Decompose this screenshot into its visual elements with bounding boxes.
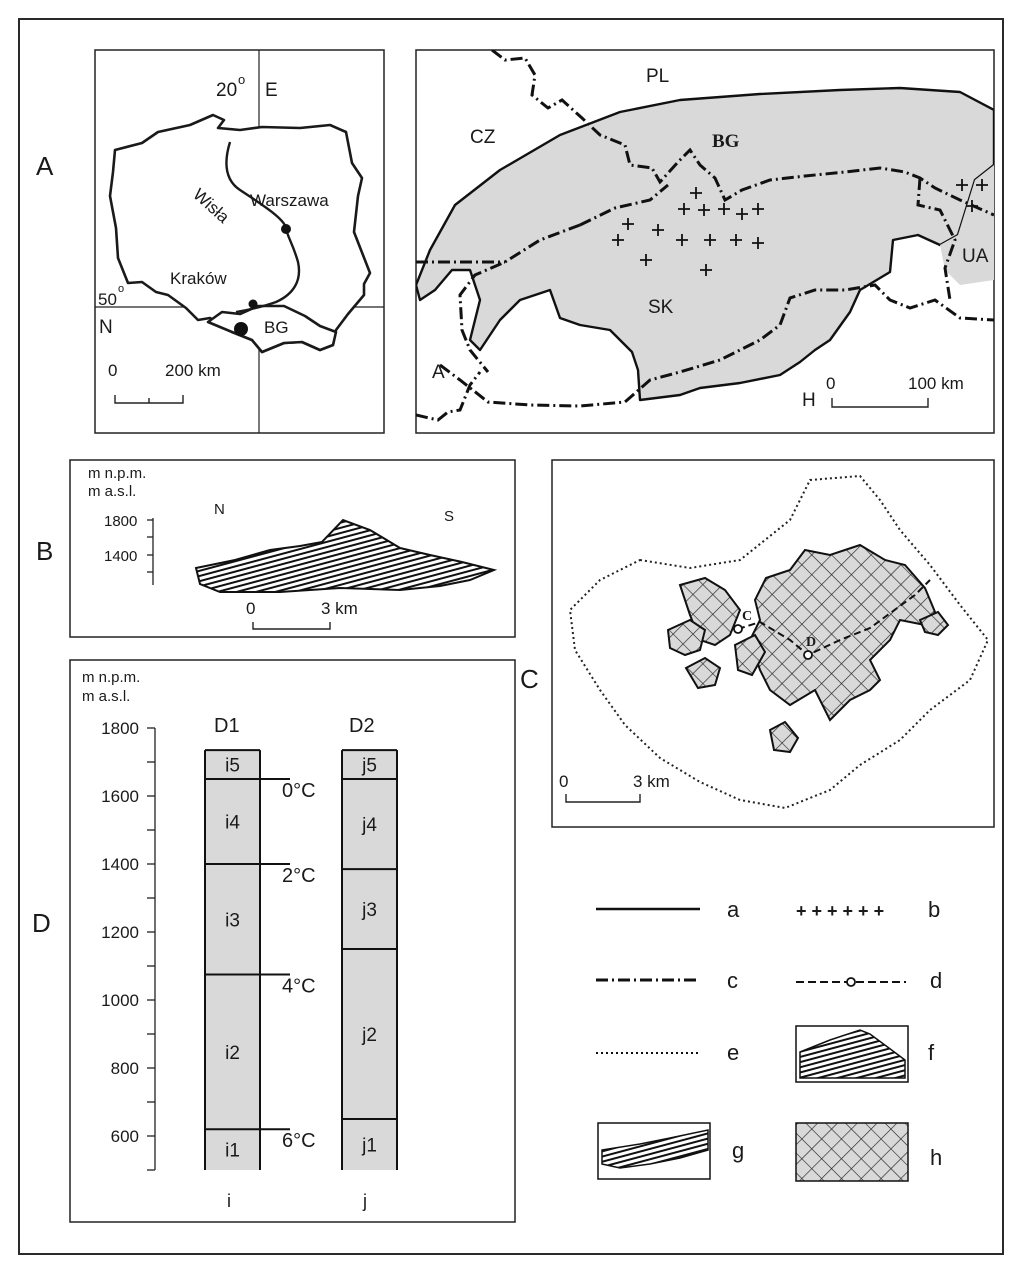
legend-f-symbol (796, 1026, 908, 1082)
d1-zone-label: i4 (225, 812, 240, 834)
legend-g-symbol (598, 1123, 710, 1179)
legend-g-label: g (732, 1138, 745, 1163)
country-a-label: A (432, 362, 445, 383)
bg-label: BG (264, 318, 289, 337)
legend-d-label: d (930, 968, 943, 993)
d2-zone-label: j1 (362, 1135, 377, 1157)
legend-e-label: e (727, 1040, 740, 1065)
city-krakow-label: Kraków (170, 269, 227, 288)
warszawa-dot (281, 224, 291, 234)
d2-zone-label: j5 (362, 755, 377, 777)
scale-a1-start: 0 (108, 361, 118, 380)
legend-h-symbol (796, 1123, 908, 1181)
d1-zone-label: i5 (225, 755, 240, 777)
isotherm-label: 6°C (282, 1130, 316, 1153)
d1-zone-label: i3 (225, 910, 240, 932)
scale-c-end: 3 km (633, 772, 670, 791)
scale-c-start: 0 (559, 772, 569, 791)
isotherm-label: 0°C (282, 780, 316, 802)
country-sk-label: SK (648, 297, 674, 318)
country-ua-label: UA (962, 246, 989, 267)
profile-dir-n: N (214, 501, 225, 518)
y-tick-label: 1000 (101, 991, 139, 1010)
country-cz-label: CZ (470, 127, 496, 148)
y-tick-label: 800 (110, 1059, 139, 1078)
legend-d-symbol (796, 978, 906, 986)
d2-zone-label: j4 (362, 815, 377, 837)
profile-axis-title-1: m n.p.m. (88, 465, 147, 482)
y-tick-label: 1600 (101, 787, 139, 806)
d2-zone-label: j2 (362, 1025, 377, 1046)
panel-letter-d: D (32, 908, 51, 938)
legend-a-label: a (727, 897, 740, 922)
parallel-label: 50 (98, 290, 117, 309)
river-label: Wisła (189, 184, 233, 227)
legend-c-label: c (727, 968, 738, 993)
point-c-marker (734, 625, 742, 633)
legend-f-label: f (928, 1040, 935, 1065)
column-2-title: D2 (349, 715, 375, 737)
column-1-foot: i (227, 1191, 231, 1211)
panel-a-poland-map (95, 50, 384, 433)
legend (596, 897, 942, 1181)
meridian-degree: o (238, 72, 246, 87)
country-pl-label: PL (646, 66, 670, 87)
d1-zone-label: i1 (225, 1140, 240, 1162)
panel-letter-b: B (36, 536, 54, 566)
panel-a-region-map (416, 50, 994, 433)
east-label: E (265, 80, 278, 101)
y-tick-label: 600 (110, 1127, 139, 1146)
d1-zone-label: i2 (225, 1042, 240, 1064)
parallel-degree: o (118, 283, 125, 295)
scale-b-start: 0 (246, 599, 256, 618)
north-label: N (99, 317, 113, 338)
panel-letter-a: A (36, 151, 54, 181)
city-warszawa-label: Warszawa (250, 191, 329, 210)
legend-h-label: h (930, 1145, 943, 1170)
isotherm-label: 2°C (282, 865, 316, 887)
profile-tick-1800: 1800 (104, 513, 138, 530)
panel-d-columns (70, 660, 515, 1222)
d2-zone-label: j3 (362, 900, 377, 922)
columns-axis-title-1: m n.p.m. (82, 669, 141, 686)
profile-dir-s: S (444, 508, 455, 525)
y-tick-label: 1400 (101, 855, 139, 874)
point-c-label: C (742, 609, 753, 624)
y-tick-label: 1200 (101, 923, 139, 942)
legend-b-label: b (928, 897, 941, 922)
column-1-title: D1 (214, 715, 240, 737)
panel-c-massif-map (552, 460, 994, 827)
column-2-foot: j (363, 1191, 367, 1211)
panel-b-profile (70, 460, 515, 637)
point-d-label: D (806, 635, 817, 650)
meridian-label: 20 (216, 80, 238, 101)
column-d2 (342, 750, 397, 1170)
scale-a1-end: 200 km (165, 361, 221, 380)
column-d1 (205, 750, 260, 1170)
y-tick-label: 1800 (101, 719, 139, 738)
country-h-label: H (802, 390, 816, 411)
scale-a2-end: 100 km (908, 374, 964, 393)
scale-b-end: 3 km (321, 599, 358, 618)
profile-axis-title-2: m a.s.l. (88, 483, 137, 500)
scale-a2-start: 0 (826, 374, 836, 393)
region-bg-label: BG (712, 131, 740, 152)
point-d-marker (804, 651, 812, 659)
panel-letter-c: C (520, 664, 539, 694)
krakow-dot (249, 300, 258, 309)
columns-axis-title-2: m a.s.l. (82, 688, 131, 705)
bg-dot (234, 322, 248, 336)
profile-tick-1400: 1400 (104, 548, 138, 565)
isotherm-label: 4°C (282, 975, 316, 998)
legend-b-symbol: + + + + + + (796, 901, 885, 921)
